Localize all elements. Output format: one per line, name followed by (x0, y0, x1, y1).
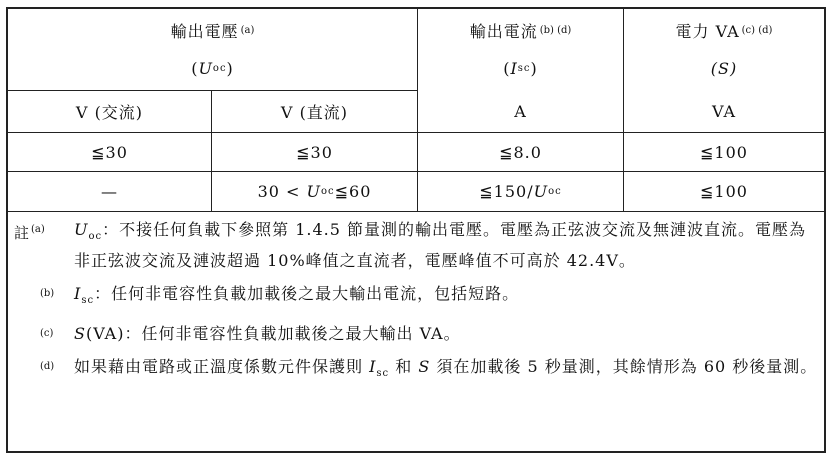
note-c (14, 322, 819, 346)
note-a-text (74, 220, 806, 270)
symbol-sub: oc (212, 62, 227, 74)
note-a-body: ：不接任何負載下參照第 1.4.5 節量測的輸出電壓。電壓為正弦波交流及無漣波直流。電壓為非正弦波交流及漣波超過 10%峰值之直流者，電壓峰值不可高於 42.4V。 (74, 220, 806, 271)
note-c-superscript: (c) (40, 328, 54, 340)
header-voltage-note: (a) (240, 24, 255, 36)
note-a-var: U (74, 220, 89, 239)
row2-dc (212, 172, 417, 211)
row1-dc: ≦30 (296, 142, 333, 162)
note-b-var: I (74, 284, 82, 304)
header-power-symbol: (S) (710, 58, 738, 78)
note-b-sub: sc (81, 295, 95, 307)
header-voltage-label: 輸出電壓 (170, 21, 239, 41)
row2-dc-suffix: ≦60 (334, 182, 372, 201)
header-power-title (624, 15, 824, 45)
header-voltage-title (8, 15, 417, 45)
note-c-text (74, 324, 461, 343)
note-d (14, 355, 819, 386)
note-d-sub1: sc (376, 368, 390, 380)
note-b-mark (38, 282, 54, 309)
header-power-note: (c) (d) (741, 24, 773, 36)
header-voltage-symbol (8, 53, 417, 83)
paren-open: ( (503, 58, 511, 78)
row2-ac: — (101, 182, 118, 201)
notes-section (14, 218, 819, 396)
header-current-label: 輸出電流 (469, 21, 538, 41)
row2-dc-sub: oc (321, 186, 335, 197)
row2-dc-prefix: 30 < (257, 182, 307, 201)
symbol-sub: sc (517, 62, 531, 74)
row1-ac: ≦30 (91, 142, 128, 162)
note-d-var2: S (418, 357, 431, 377)
note-c-var: S (74, 324, 86, 344)
notes-label: 註 (14, 224, 30, 242)
header-current-title (418, 15, 623, 45)
note-d-text (74, 357, 818, 380)
note-d-body-c: 須在加載後 5 秒量測，其餘情形為 60 秒後量測。 (430, 357, 818, 377)
note-a-sub: oc (88, 231, 103, 243)
header-current-note: (b) (d) (539, 24, 572, 36)
row2-current (418, 172, 623, 211)
note-a-superscript: (a) (31, 224, 45, 235)
header-voltage-dc: V (直流) (280, 103, 349, 122)
row2-current-sub: oc (548, 186, 562, 197)
header-current-unit: A (514, 102, 527, 121)
note-d-var1: I (369, 357, 377, 377)
header-current-symbol (418, 53, 623, 83)
paren-open: ( (191, 58, 199, 78)
symbol-var: U (198, 58, 213, 78)
note-d-mark (38, 355, 54, 382)
note-b-text (74, 284, 520, 307)
note-a-mark (14, 218, 45, 245)
note-b-body: ：任何非電容性負載加載後之最大輸出電流，包括短路。 (94, 284, 520, 304)
paren-close: ) (530, 58, 538, 78)
row2-current-prefix: ≦150/ (479, 182, 534, 201)
note-d-superscript: (d) (40, 361, 55, 373)
note-a (14, 218, 819, 273)
symbol-var: I (510, 58, 518, 78)
row1-power: ≦100 (700, 142, 748, 162)
note-b-superscript: (b) (40, 288, 55, 300)
table-notes-divider (8, 211, 824, 212)
header-power-label: 電力 VA (675, 21, 740, 41)
row2-power: ≦100 (700, 182, 748, 201)
header-power-unit: VA (711, 102, 737, 121)
row2-current-var: U (533, 182, 549, 201)
header-voltage-ac: V (交流) (75, 103, 144, 122)
paren-close: ) (226, 58, 234, 78)
row2-dc-var: U (306, 182, 322, 201)
note-d-body-b: 和 (389, 357, 419, 377)
note-b (14, 282, 819, 313)
note-c-body: (VA)：任何非電容性負載加載後之最大輸出 VA。 (85, 324, 461, 344)
note-d-body-a: 如果藉由電路或正溫度係數元件保護則 (74, 357, 370, 377)
row1-current: ≦8.0 (499, 142, 542, 162)
note-c-mark (38, 322, 53, 349)
